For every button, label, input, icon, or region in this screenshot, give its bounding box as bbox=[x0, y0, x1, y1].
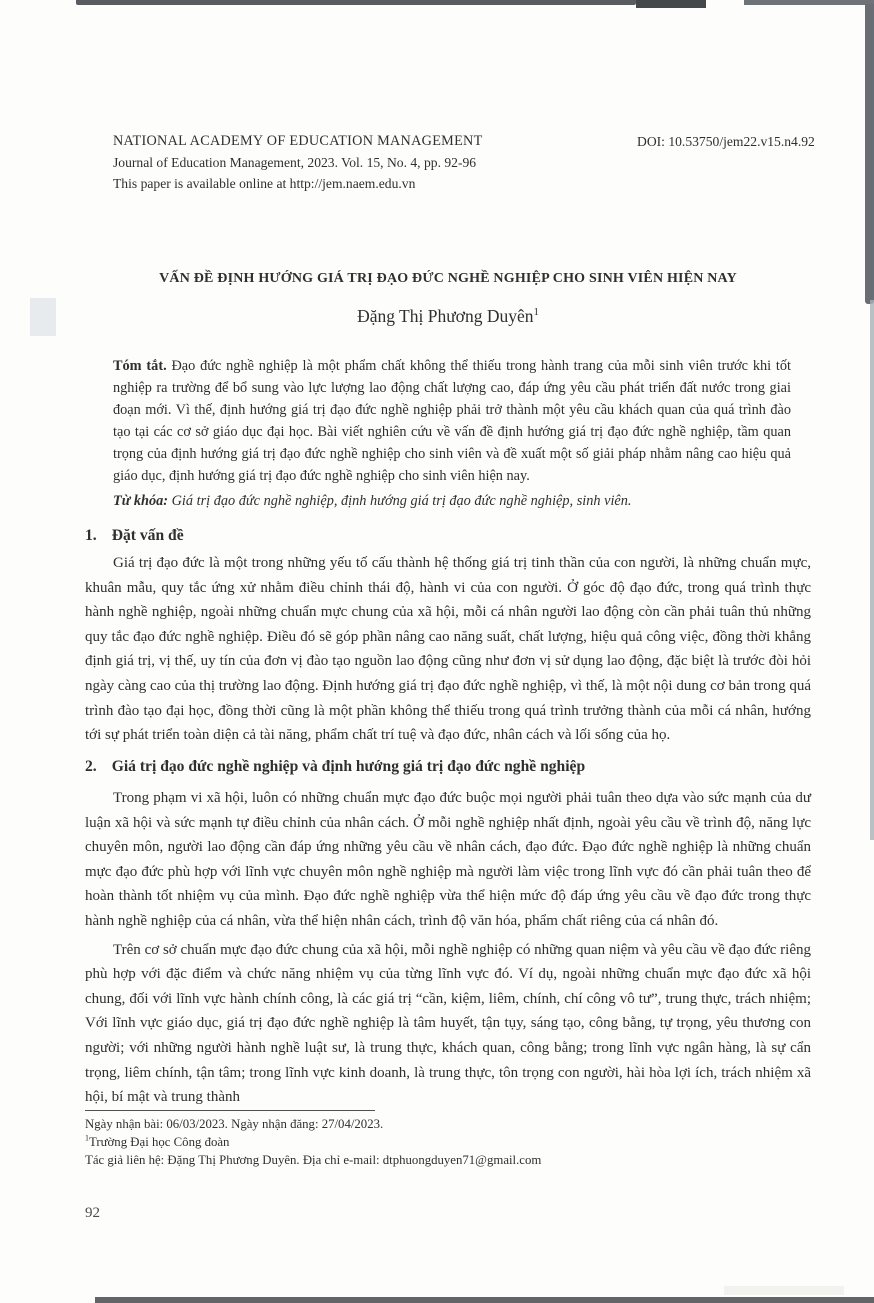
journal-institution: NATIONAL ACADEMY OF EDUCATION MANAGEMENT bbox=[113, 133, 483, 149]
author-name: Đặng Thị Phương Duyên bbox=[357, 306, 534, 326]
page-number: 92 bbox=[85, 1205, 100, 1221]
article-author bbox=[85, 306, 811, 327]
abstract bbox=[113, 355, 791, 487]
keywords-label: Từ khóa: bbox=[113, 493, 169, 509]
scan-artifact-bottom-smudge bbox=[724, 1286, 844, 1295]
keywords bbox=[113, 493, 791, 510]
section-1-heading bbox=[85, 527, 811, 545]
author-affiliation-marker: 1 bbox=[533, 306, 539, 319]
scan-artifact-top-middle bbox=[636, 0, 706, 8]
section-1-number: 1. bbox=[85, 527, 97, 544]
paragraph: Trên cơ sở chuẩn mực đạo đức chung của xã hội, mỗi nghề nghiệp có những quan niệm và yêu cầu về đạo đức riêng phù hợp với đặc điểm và chức năng nhiệm vụ của từng lĩnh vực đó. Ví dụ, ngoài những chuẩn mực đạo đức xã hội chung, đối với lĩnh vực hành chính công, là các giá trị “cần, kiệm, liêm, chính, chí công vô tư”, trung thực, trách nhiệm; Với lĩnh vực giáo dục, giá trị đạo đức nghề nghiệp là tâm huyết, tận tụy, sáng tạo, công bằng, tự trọng, yêu thương con người; với những người hành nghề luật sư, là trung thực, khách quan, công bằng; trong lĩnh vực ngân hàng, là sự cẩn trọng, liêm chính, tận tâm; trong lĩnh vực kinh doanh, là trung thực, tôn trọng con người, hài hòa lợi ích, trách nhiệm xã hội, bí mật và trung thành bbox=[85, 941, 811, 1106]
journal-masthead bbox=[113, 131, 653, 194]
scan-artifact-left-smudge bbox=[30, 298, 56, 336]
section-2-number: 2. bbox=[85, 758, 97, 775]
abstract-label: Tóm tắt. bbox=[113, 358, 167, 374]
scan-artifact-right-edge bbox=[865, 4, 874, 304]
article-title: VẤN ĐỀ ĐỊNH HƯỚNG GIÁ TRỊ ĐẠO ĐỨC NGHỀ NGHIỆP CHO SINH VIÊN HIỆN NAY bbox=[159, 271, 737, 286]
abstract-text: Đạo đức nghề nghiệp là một phẩm chất không thể thiếu trong hành trang của mỗi sinh viên trước khi tốt nghiệp ra trường để bổ sung vào lực lượng lao động chất lượng cao, đáp ứng yêu cầu phát triển đất nước trong giai đoạn mới. Vì thế, định hướng giá trị đạo đức nghề nghiệp phải trở thành một yêu cầu khách quan của quá trình đào tạo tại các cơ sở giáo dục đại học. Bài viết nghiên cứu về vấn đề định hướng giá trị đạo đức nghề nghiệp, tầm quan trọng của định hướng giá trị đạo đức nghề nghiệp cho sinh viên và đề xuất một số giải pháp nhằm nâng cao hiệu quả giáo dục, định hướng giá trị đạo đức nghề nghiệp cho sinh viên hiện nay. bbox=[113, 358, 791, 484]
keywords-text: Giá trị đạo đức nghề nghiệp, định hướng giá trị đạo đức nghề nghiệp, sinh viên. bbox=[171, 493, 632, 509]
footnotes bbox=[85, 1116, 785, 1169]
footnote-contact: Tác giả liên hệ: Đặng Thị Phương Duyên. Địa chỉ e-mail: dtphuongduyen71@gmail.com bbox=[85, 1152, 542, 1167]
section-2-title: Giá trị đạo đức nghề nghiệp và định hướng giá trị đạo đức nghề nghiệp bbox=[111, 758, 586, 775]
scan-artifact-bottom-edge bbox=[95, 1297, 874, 1303]
paragraph: Giá trị đạo đức là một trong những yếu tố cấu thành hệ thống giá trị tinh thần của con người, là những chuẩn mực, khuân mẫu, quy tắc ứng xử nhằm điều chỉnh thái độ, hành vi của con người. Ở góc độ đạo đức, trong quá trình thực hành nghề nghiệp, ngoài những chuẩn mực chung của xã hội, mỗi cá nhân người lao động còn cần phải tuân thủ những quy tắc đạo đức nghề nghiệp. Điều đó sẽ góp phần nâng cao năng suất, chất lượng, hiệu quả công việc, đồng thời khẳng định giá trị, vị thế, uy tín của đơn vị đào tạo nguồn lao động cũng như đơn vị sử dụng lao động, đặc biệt là trước đòi hỏi ngày càng cao của thị trường lao động. Định hướng giá trị đạo đức nghề nghiệp, vì thế, là một nội dung cơ bản trong quá trình đào tạo đại học, đồng thời cũng là một phần không thể thiếu trong quá trình trưởng thành của mỗi cá nhân, hướng tới sự phát triển toàn diện cả tài năng, phẩm chất trí tuệ và đạo đức, nhân cách và lối sống của họ. bbox=[85, 555, 811, 744]
paragraph: Trong phạm vi xã hội, luôn có những chuẩn mực đạo đức buộc mọi người phải tuân theo dựa vào sức mạnh của dư luận xã hội và sức mạnh tự điều chỉnh của nhân cách. Ở mỗi nghề nghiệp nhất định, ngoài yêu cầu về trình độ, năng lực chuyên môn, người lao động cần đáp ứng những yêu cầu về nhân cách, đạo đức. Đạo đức nghề nghiệp là những chuẩn mực đạo đức phù hợp với lĩnh vực chuyên môn nghề nghiệp mà người làm việc trong lĩnh vực đó cần phải tuân theo để hoàn thành tốt nhiệm vụ của mình. Đạo đức nghề nghiệp vừa thể hiện mức độ đáp ứng yêu cầu về đạo đức trong thực hành nghề nghiệp của cá nhân, vừa thể hiện nhân cách, trình độ văn hóa, phẩm chất riêng của cá nhân đó. bbox=[85, 790, 811, 929]
footnote-divider bbox=[85, 1110, 375, 1111]
affiliation-marker: 1 bbox=[85, 1133, 89, 1143]
footnote-dates: Ngày nhận bài: 06/03/2023. Ngày nhận đăng: 27/04/2023. bbox=[85, 1117, 384, 1131]
section-1-body bbox=[85, 551, 811, 752]
doi-label: DOI: 10.53750/jem22.v15.n4.92 bbox=[637, 134, 815, 149]
section-2-body bbox=[85, 786, 811, 1114]
journal-issue-line: Journal of Education Management, 2023. Vol. 15, No. 4, pp. 92-96 bbox=[113, 155, 477, 170]
scan-artifact-top-right bbox=[744, 0, 874, 5]
journal-availability-line: This paper is available online at http://jem.naem.edu.vn bbox=[113, 176, 416, 191]
affiliation-text: Trường Đại học Công đoàn bbox=[88, 1134, 230, 1149]
scan-artifact-top-left bbox=[76, 0, 636, 5]
section-1-title: Đặt vấn đề bbox=[111, 527, 184, 544]
scan-artifact-right-line bbox=[870, 300, 874, 840]
footnote-affiliation bbox=[85, 1134, 785, 1152]
section-2-heading bbox=[85, 758, 811, 776]
